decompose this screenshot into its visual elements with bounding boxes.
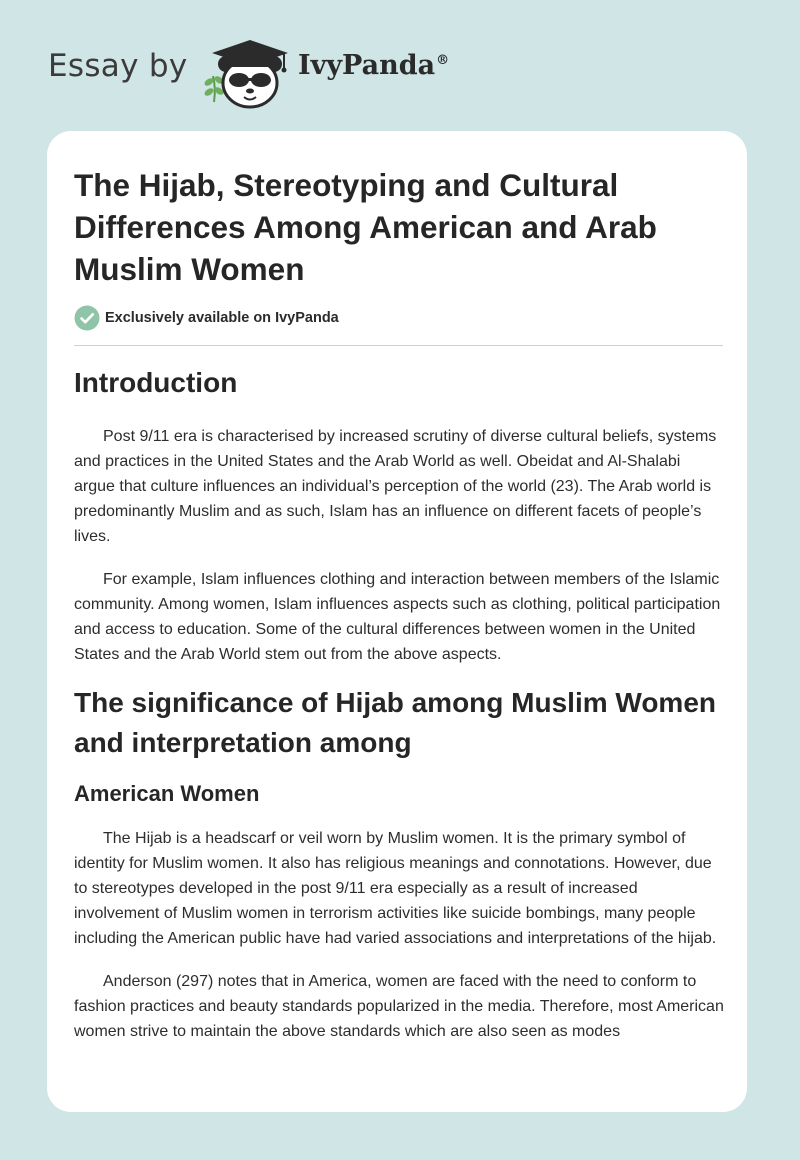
paragraph-american-2: Anderson (297) notes that in America, women are faced with the need to conform to fashion practices and beauty standards popularized in the media. Therefore, most American women strive to maintain the above standards which are also seen as modes <box>74 973 724 1040</box>
paragraph-intro-2: For example, Islam influences clothing and interaction between members of the Islamic community. Among women, Islam influences aspects such as clothing, political participation and access to education. Some of the cultural differences between women in the United States and the Arab World stem out from the above aspects. <box>74 571 721 663</box>
essay-by-label: Essay by <box>48 48 188 84</box>
registered-mark: ® <box>436 53 450 68</box>
exclusive-badge-text: Exclusively available on IvyPanda <box>105 310 339 326</box>
essay-body <box>74 363 724 1044</box>
exclusive-badge <box>74 305 339 331</box>
paragraph-intro-1: Post 9/11 era is characterised by increased scrutiny of diverse cultural beliefs, systems and practices in the United States and the Arab World as well. Obeidat and Al-Shalabi argue that culture influences an individual’s perception of the world (23). The Arab world is predominantly Muslim and as such, Islam has an influence on different facets of people’s lives. <box>74 428 717 545</box>
essay-title: The Hijab, Stereotyping and Cultural Differences Among American and Arab Muslim Women <box>74 167 657 287</box>
essay-card <box>47 131 747 1112</box>
brand-name-text: IvyPanda <box>298 50 436 81</box>
paragraph-american-1: The Hijab is a headscarf or veil worn by Muslim women. It is the primary symbol of identity for Muslim women. It also has religious meanings and connotations. However, due to stereotypes developed in the post 9/11 era especially as a result of increased involvement of Muslim women in terrorism activities like suicide bombings, many people including the American public have had varied associations and interpretations of the hijab. <box>74 830 717 947</box>
subsection-heading-american-women: American Women <box>74 781 260 806</box>
title-divider <box>74 345 723 346</box>
panda-graduate-logo-icon[interactable] <box>200 36 296 110</box>
brand-name[interactable] <box>298 50 449 81</box>
check-circle-icon <box>74 305 100 331</box>
site-header <box>0 0 800 130</box>
section-heading-hijab-significance: The significance of Hijab among Muslim Women and interpretation among <box>74 687 717 758</box>
section-heading-introduction: Introduction <box>74 367 238 398</box>
